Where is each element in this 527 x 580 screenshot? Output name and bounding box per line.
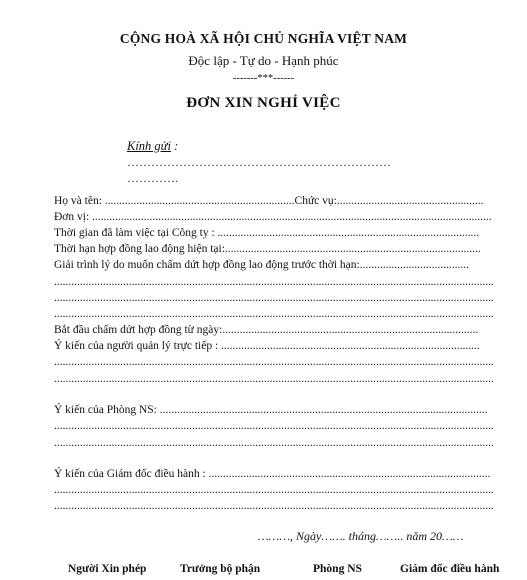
signature-department-head: Trưởng bộ phận: [180, 563, 261, 575]
director-blank-line: .........................................................................................................................................................: [54, 500, 494, 512]
motto: Độc lập - Tự do - Hạnh phúc: [188, 53, 339, 68]
document-title: ĐƠN XIN NGHỈ VIỆC: [186, 95, 341, 111]
reason-field: Giải trình lý do muốn chấm dứt hợp đồng lao động trước thời hạn:......................................: [54, 259, 469, 271]
signature-director: Giám đốc điều hành: [400, 563, 500, 575]
signature-applicant: Người Xin phép: [68, 563, 147, 575]
addressee-label: [127, 139, 178, 154]
date-line: ………, Ngày……. tháng…….. năm 20……: [258, 529, 464, 543]
addressee-colon: :: [170, 139, 179, 153]
addressee-line-2: ………….: [127, 171, 178, 185]
header-separator: -------***------: [232, 73, 295, 84]
manager-blank-line: .........................................................................................................................................................: [54, 356, 494, 368]
addressee-line-1: …………………………………………………………: [127, 155, 391, 169]
contract-term-field: Thời hạn hợp đồng lao động hiện tại:.........................................................................................: [54, 243, 481, 255]
director-opinion-field: Ý kiến của Giám đốc điều hành : ..................................................................................................: [54, 468, 491, 480]
signature-hr: Phòng NS: [313, 563, 362, 575]
termination-start-field: Bắt đầu chấm dứt hợp đồng từ ngày:.........................................................................................: [54, 324, 479, 336]
hr-opinion-field: Ý kiến của Phòng NS: ..................................................................................................................: [54, 404, 488, 416]
manager-opinion-field: Ý kiến của người quản lý trực tiếp : ..........................................................................................: [54, 340, 480, 352]
director-blank-line: .........................................................................................................................................................: [54, 484, 494, 496]
manager-blank-line: .........................................................................................................................................................: [54, 373, 494, 385]
addressee-label-text: Kính gửi: [127, 139, 171, 153]
hr-blank-line: .........................................................................................................................................................: [54, 420, 494, 432]
work-duration-field: Thời gian đã làm việc tại Công ty : ...........................................................................................: [54, 227, 480, 239]
reason-blank-line: .........................................................................................................................................................: [54, 292, 494, 304]
hr-blank-line: .........................................................................................................................................................: [54, 437, 494, 449]
name-position-field: Họ và tên: ..................................................................Chức vụ:...................................................: [54, 195, 484, 207]
unit-field: Đơn vị: ...........................................................................................................................................: [54, 211, 492, 223]
reason-blank-line: .........................................................................................................................................................: [54, 308, 494, 320]
nation-heading: CỘNG HOÀ XÃ HỘI CHỦ NGHĨA VIỆT NAM: [119, 31, 408, 46]
reason-blank-line: .........................................................................................................................................................: [54, 276, 494, 288]
